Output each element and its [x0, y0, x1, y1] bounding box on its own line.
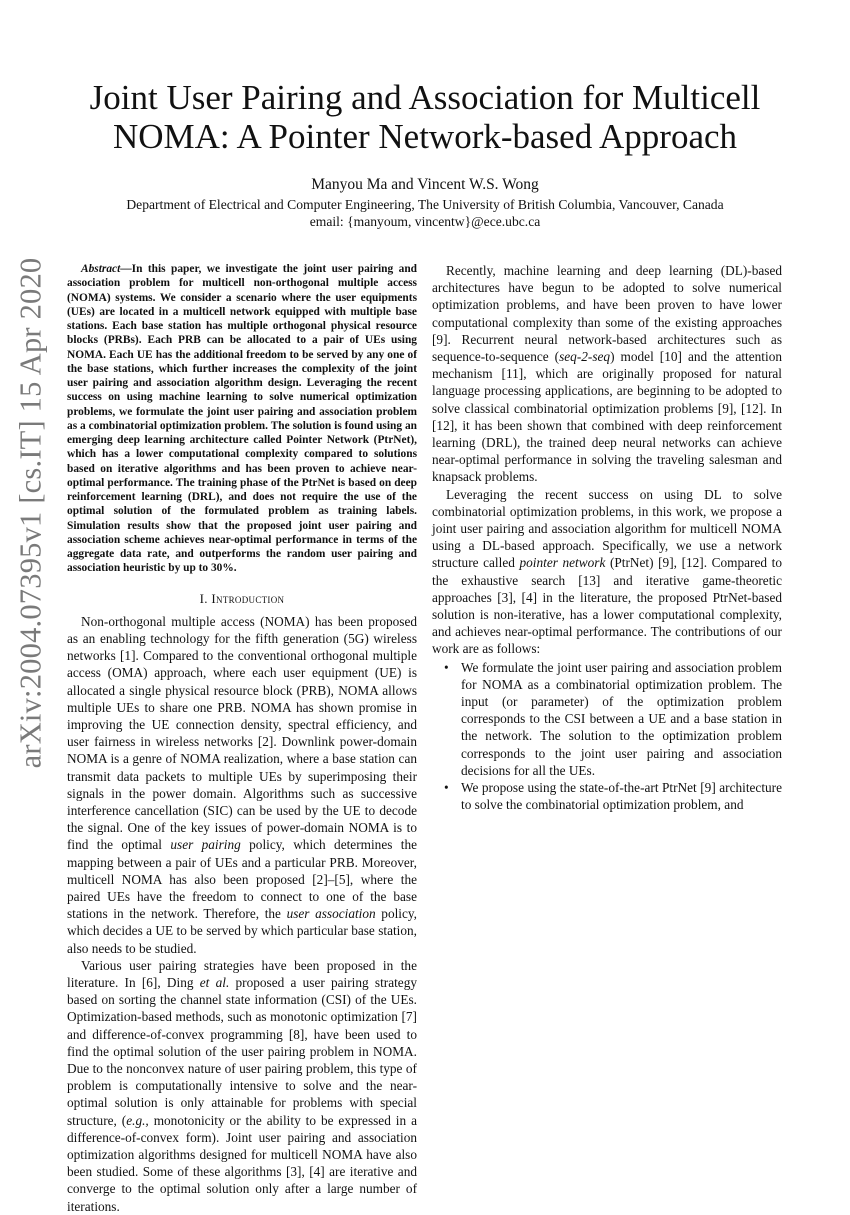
abstract-label: Abstract	[81, 263, 121, 275]
emphasis: user pairing	[170, 837, 241, 853]
emphasis: et al.	[199, 974, 230, 990]
abstract	[67, 262, 417, 576]
text-run: policy, which determines the mapping between a pair of UEs and a particular PRB. Moreover, multicell NOMA has also been proposed [2]–[5], where the paired UEs have the freedom to connect to one of the base stations in the network. Therefore, the	[67, 837, 417, 922]
right-column	[432, 262, 782, 814]
emphasis: e.g.,	[126, 1112, 149, 1128]
paper-title-line: NOMA: A Pointer Network-based Approach	[112, 117, 738, 156]
email-line: email: {manyoum, vincentw}@ece.ubc.ca	[309, 214, 541, 229]
text-run: policy, which decides a UE to be served by which particular base station, also needs to be studied.	[67, 906, 418, 956]
bullet-icon: •	[444, 659, 449, 675]
text-run: Leveraging the recent success on using DL to solve combinatorial optimization problems, in this work, we propose a joint user pairing and association algorithm for multicell NOMA using a DL-based approach. Specifically, we use a network structure called	[432, 486, 782, 571]
affiliation-block	[60, 196, 790, 230]
intro-paragraph-1	[67, 613, 417, 957]
section-title: Introduction	[211, 590, 285, 606]
contribution-text: We propose using the state-of-the-art PtrNet [9] architecture to solve the combinatorial optimization problem, and	[461, 780, 782, 813]
left-column	[67, 262, 417, 1215]
emphasis: user association	[286, 906, 376, 922]
affiliation-line: Department of Electrical and Computer Engineering, The University of British Columbia, Vancouver, Canada	[126, 197, 724, 212]
author-list: Manyou Ma and Vincent W.S. Wong	[311, 176, 539, 193]
text-run: Recently, machine learning and deep learning (DL)-based architectures have begun to be adopted to solve numerical optimization problems, and have been proven to have lower computational complexity than some of the existing approaches [9]. Recurrent neural network-based architectures such as sequence-to-sequence (	[432, 263, 782, 365]
text-run: ) model [10] and the attention mechanism [11], which are originally proposed for natural language processing applications, are beginning to be adopted to solve classical combinatorial optimization problems [9], [12]. In [12], it has been shown that combined with deep reinforcement learning (DRL), the trained deep neural networks can achieve near-optimal performance in solving the traveling salesman and knapsack problems.	[432, 349, 782, 485]
intro-paragraph-2	[67, 957, 417, 1215]
contribution-item	[432, 659, 782, 779]
contribution-text: We formulate the joint user pairing and association problem for NOMA as a combinatorial optimization problem. The input (or parameter) of the optimization problem corresponds to the CSI between a UE and a base station in the network. The solution to the optimization problem corresponds to the joint user pairing and association decisions for all the UEs.	[461, 659, 782, 778]
text-run: Various user pairing strategies have been proposed in the literature. In [6], Ding	[67, 957, 417, 990]
abstract-text: —In this paper, we investigate the joint user pairing and association problem for multicell non-orthogonal multiple access (NOMA) systems. We consider a scenario where the user equipments (UEs) are located in a multicell network equipped with multiple base stations. Each base station has multiple orthogonal physical resource blocks (PRBs). Each PRB can be allocated to a pair of UEs using NOMA. Each UE has the additional freedom to be served by any one of the base stations, which further increases the complexity of the joint user pairing and association algorithm design. Leveraging the recent success on using machine learning to solve numerical optimization problems, we formulate the joint user pairing and association problem as a combinatorial optimization problem. The solution is found using an emerging deep learning architecture called Pointer Network (PtrNet), which has a lower computational complexity compared to solutions based on iterative algorithms and has been proven to achieve near-optimal performance. The training phase of the PtrNet is based on deep reinforcement learning (DRL), and does not require the use of the optimal solution of the formulated problem as training labels. Simulation results show that the proposed joint user pairing and association scheme achieves near-optimal performance in terms of the aggregate data rate, and outperforms the random user pairing and association heuristic by up to 30%.	[67, 263, 417, 575]
text-run: Non-orthogonal multiple access (NOMA) has been proposed as an enabling technology for the fifth generation (5G) wireless networks [1]. Compared to the conventional orthogonal multiple access (OMA) approach, where each user equipment (UE) is allocated a single physical resource block (PRB), NOMA allows multiple UEs to share one PRB. NOMA has shown promise in improving the UE connection density, spectral efficiency, and user fairness in wireless networks [2]. Downlink power-domain NOMA is a genre of NOMA realization, where a base station can transmit data packets to multiple UEs by superimposing their signals in the power domain. Algorithms such as successive interference cancellation (SIC) can be used by the UE to decode the signal. One of the key issues of power-domain NOMA is to find the optimal	[67, 613, 417, 853]
bullet-icon: •	[444, 780, 449, 796]
intro-paragraph-4	[432, 486, 782, 658]
contribution-list	[432, 659, 782, 814]
emphasis: pointer network	[519, 555, 606, 571]
arxiv-identifier-text: arXiv:2004.07395v1 [cs.IT] 15 Apr 2020	[13, 257, 48, 768]
emphasis: seq-2-seq	[559, 349, 611, 365]
intro-paragraph-3	[432, 262, 782, 486]
section-heading	[67, 590, 417, 607]
paper-title-line: Joint User Pairing and Association for Multicell	[89, 78, 761, 117]
text-run: monotonicity or the ability to be expressed in a difference-of-convex form). Joint user pairing and association optimization algorithms designed for multicell NOMA have also been studied. Some of these algorithms [3], [4] are iterative and converge to the optimal solution only after a large number of iterations.	[67, 1112, 417, 1214]
text-run: proposed a user pairing strategy based on sorting the channel state information (CSI) of the UEs. Optimization-based methods, such as monotonic optimization [7] and difference-of-convex programming [8], have been used to find the optimal solution of the user pairing problem in NOMA. Due to the nonconvex nature of user pairing problem, this type of problem is computationally intensive to solve and the near-optimal solution is only attainable for problems with special structure, (	[67, 974, 417, 1128]
section-number: I.	[199, 590, 208, 606]
paper-title	[60, 78, 790, 156]
contribution-item	[432, 779, 782, 813]
text-run: (PtrNet) [9], [12]. Compared to the exhaustive search [13] and iterative game-theoretic approaches [3], [4] in the literature, the proposed PtrNet-based solution is non-iterative, has a lower computational complexity, and achieves near-optimal performance. The contributions of our work are as follows:	[432, 555, 782, 657]
arxiv-identifier	[8, 257, 54, 768]
